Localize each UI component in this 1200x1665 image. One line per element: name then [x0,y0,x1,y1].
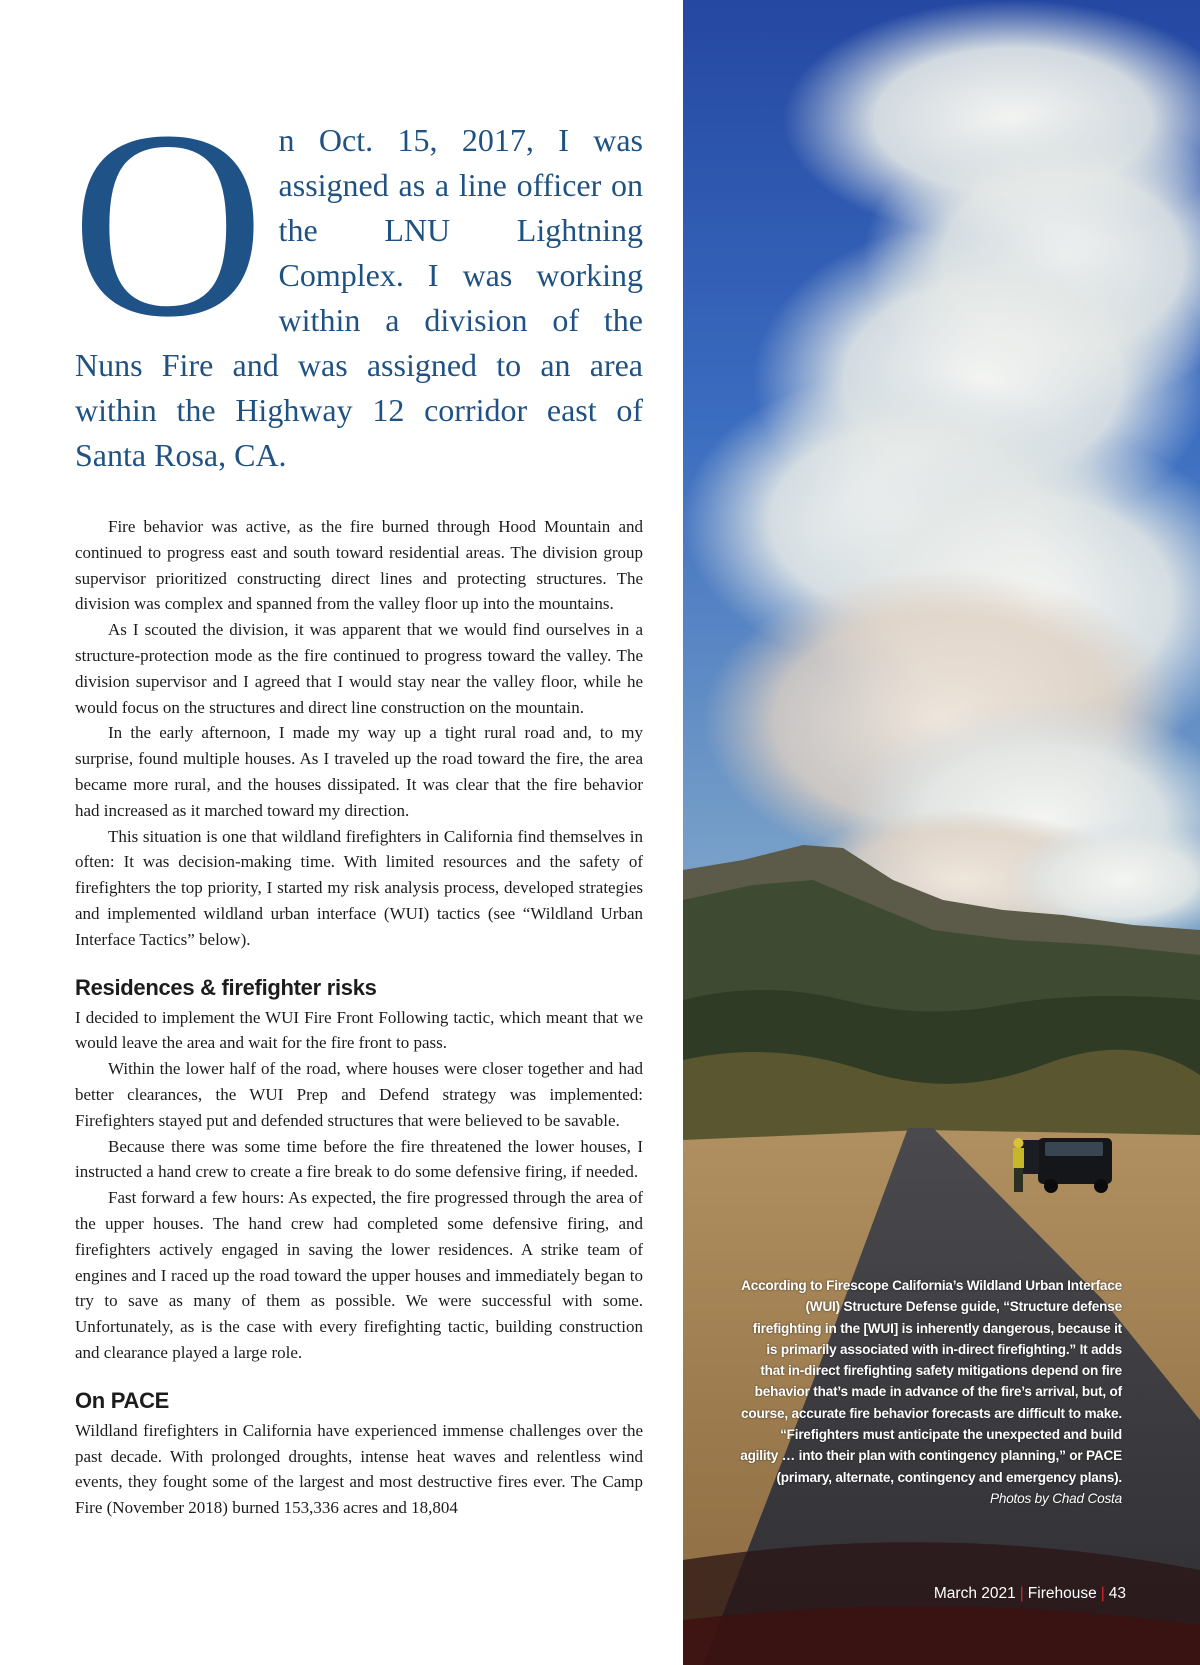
lead-text: n Oct. 15, 2017, I was assigned as a line officer on the LNU Lightning Complex. I was working within a division of the Nuns Fire and was assigned to an area within the Highway 12 corridor east of Santa Rosa, CA. [75,122,643,473]
body-paragraph: Fire behavior was active, as the fire burned through Hood Mountain and continued to progress east and south toward residential areas. The division group supervisor prioritized constructing direct lines and protecting structures. The division was complex and spanned from the valley floor up into the mountains. [75,517,643,614]
body-paragraph: Because there was some time before the fire threatened the lower houses, I instructed a hand crew to create a fire break to do some defensive firing, if needed. [75,1136,643,1182]
body-paragraph: As I scouted the division, it was apparent that we would find ourselves in a structure-protection mode as the fire continued to progress toward the valley. The division supervisor and I agreed that I would stay near the valley floor, while he would focus on the structures and direct line construction on the mountain. [75,620,643,717]
magazine-name: Firehouse [1027,1585,1097,1602]
page-number: 43 [1108,1585,1126,1602]
body-paragraph: Fast forward a few hours: As expected, the fire progressed through the area of the upper houses. The hand crew had completed some defensive firing, and firefighters actively engaged in saving the lower residences. A strike team of engines and I raced up the road toward the upper houses and immediately began to try to save as many of them as possible. We were successful with some. Unfortunately, as is the case with every firefighting tactic, building construction and clearance played a large role. [75,1188,643,1362]
page-footer [934,1585,1126,1603]
issue-date: March 2021 [933,1585,1016,1602]
photo-caption [740,1275,1122,1509]
body-paragraph: Wildland firefighters in California have experienced immense challenges over the past decade. With prolonged droughts, intense heat waves and relentless wind events, they fought some of the largest and most destructive fires ever. The Camp Fire (November 2018) burned 153,336 acres and 18,804 [75,1420,643,1518]
body-paragraph: This situation is one that wildland firefighters in California find themselves in often: It was decision-making time. With limited resources and the safety of firefighters the top priority, I started my risk analysis process, developed strategies and implemented wildland urban interface (WUI) tactics (see “Wildland Urban Interface Tactics” below). [75,826,643,949]
caption-text: According to Firescope California’s Wildland Urban Interface (WUI) Structure Defense guide, “Structure defense firefighting in the [WUI] is inherently dangerous, because it is primarily associated with in-direct firefighting.” It adds that in-direct firefighting safety mitigations depend on fire behavior that’s made in advance of the fire’s arrival, but, of course, accurate fire behavior forecasts are difficult to make. “Firefighters must anticipate the unexpected and build agility … into their plan with contingency planning,” or PACE (primary, alternate, contingency and emergency plans). [740,1278,1122,1485]
lead-paragraph [71,75,643,478]
body-paragraph: I decided to implement the WUI Fire Front Following tactic, which meant that we would leave the area and wait for the fire front to pass. [75,1007,643,1053]
drop-cap: O [71,75,265,372]
section-heading: Residences & firefighter risks [75,974,377,1000]
photo-credit: Photos by Chad Costa [989,1490,1122,1506]
folio-separator: | [1100,1585,1105,1602]
article-column [71,75,643,1521]
article-body [75,514,643,1521]
body-paragraph: Within the lower half of the road, where houses were closer together and had better clearances, the WUI Prep and Defend strategy was implemented: Firefighters stayed put and defended structures that were believed to be savable. [75,1059,643,1130]
body-paragraph: In the early afternoon, I made my way up a tight rural road and, to my surprise, found multiple houses. As I traveled up the road toward the fire, the area became more rural, and the houses dissipated. It was clear that the fire behavior had increased as it marched toward my direction. [75,723,643,820]
section-heading: On PACE [75,1387,170,1413]
folio-separator: | [1019,1585,1024,1602]
